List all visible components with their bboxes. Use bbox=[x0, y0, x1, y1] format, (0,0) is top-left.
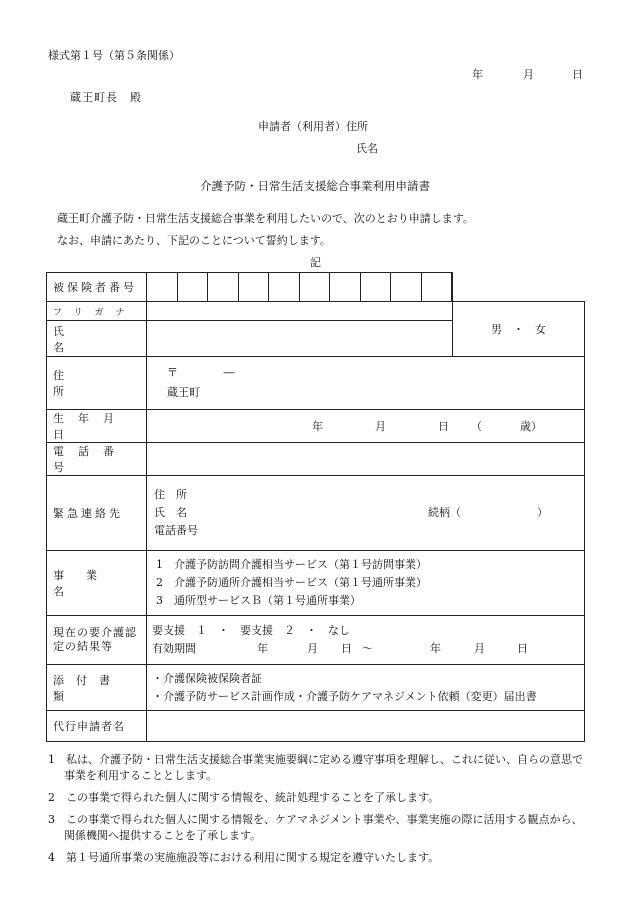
birth-label: 生年月日 bbox=[47, 410, 147, 443]
addressee: 蔵王町長 殿 bbox=[70, 91, 142, 104]
attach-item-2: ・介護予防サービス計画作成・介護予防ケアマネジメント依頼（変更）届出書 bbox=[152, 689, 537, 703]
address-field[interactable] bbox=[147, 357, 585, 410]
attach-label: 添付書類 bbox=[47, 665, 147, 711]
applicant-name-label: 氏名 bbox=[356, 142, 378, 155]
name-label: 氏名 bbox=[47, 321, 147, 357]
care-label: 現在の要介護認定の結果等 bbox=[47, 616, 147, 665]
postal-mark: 〒 bbox=[167, 366, 178, 379]
gender-options[interactable]: 男 ・ 女 bbox=[491, 323, 546, 336]
date-year: 年 bbox=[472, 68, 483, 81]
note-4: 4 第１号通所事業の実施施設等における利用に関する規定を遵守いたします。 bbox=[48, 851, 440, 864]
name-field[interactable] bbox=[147, 321, 453, 357]
birth-age: 歳） bbox=[520, 420, 542, 433]
care-day-2: 日 bbox=[517, 642, 528, 655]
gender-field[interactable] bbox=[453, 302, 585, 357]
insured-number-field[interactable] bbox=[147, 273, 453, 302]
care-validity-label: 有効期間 bbox=[152, 642, 196, 655]
business-item-2[interactable]: 2 介護予防通所介護相当サービス（第１号通所事業） bbox=[156, 576, 427, 589]
emergency-name: 氏 名 bbox=[154, 506, 187, 519]
date-month: 月 bbox=[523, 68, 534, 81]
furigana-field[interactable] bbox=[147, 302, 453, 321]
intro-line-1: 蔵王町介護予防・日常生活支援総合事業を利用したいので、次のとおり申請します。 bbox=[57, 212, 474, 225]
business-field[interactable] bbox=[147, 551, 585, 616]
blank-corner bbox=[453, 273, 585, 302]
business-item-1[interactable]: 1 介護予防訪問介護相当サービス（第１号訪問事業） bbox=[156, 558, 427, 571]
care-tilde: ～ bbox=[362, 642, 373, 655]
emergency-address: 住 所 bbox=[154, 488, 187, 501]
intro-line-2: なお、申請にあたり、下記のことについて誓約します。 bbox=[57, 234, 331, 247]
birth-day: 日 bbox=[438, 420, 449, 433]
business-label: 事業名 bbox=[47, 551, 147, 616]
care-year-1: 年 bbox=[257, 642, 268, 655]
emergency-relation: 続柄（ bbox=[428, 506, 461, 519]
postal-dash: ― bbox=[223, 366, 235, 379]
birth-month: 月 bbox=[375, 420, 386, 433]
attach-field bbox=[147, 665, 585, 711]
date-day: 日 bbox=[572, 68, 583, 81]
emergency-phone: 電話番号 bbox=[154, 524, 198, 537]
emergency-relation-close: ） bbox=[537, 506, 548, 519]
attach-item-1: ・介護保険被保険者証 bbox=[152, 671, 262, 685]
birth-paren-open: （ bbox=[471, 420, 482, 433]
emergency-field[interactable] bbox=[147, 476, 585, 551]
care-year-2: 年 bbox=[430, 642, 441, 655]
note-1: 1 私は、介護予防・日常生活支援総合事業実施要綱に定める遵守事項を理解し、これに従い、自らの意思で事業を利用することとします。 bbox=[48, 753, 583, 782]
insured-number-digits[interactable] bbox=[147, 273, 452, 301]
pledge-notes bbox=[48, 752, 584, 872]
care-month-2: 月 bbox=[474, 642, 485, 655]
emergency-label: 緊急連絡先 bbox=[47, 476, 147, 551]
applicant-address-label: 申請者（利用者）住所 bbox=[258, 120, 368, 133]
care-field[interactable] bbox=[147, 616, 585, 665]
application-form-table bbox=[46, 272, 585, 742]
birth-year: 年 bbox=[312, 420, 323, 433]
form-number: 様式第１号（第５条関係） bbox=[48, 49, 180, 62]
address-label: 住所 bbox=[47, 357, 147, 410]
care-level-options[interactable]: 要支援 １ ・ 要支援 ２ ・ なし bbox=[152, 624, 350, 637]
phone-label: 電話番号 bbox=[47, 443, 147, 476]
business-item-3[interactable]: 3 通所型サービスＢ（第１号通所事業） bbox=[156, 594, 361, 607]
town-name: 蔵王町 bbox=[167, 386, 200, 399]
phone-field[interactable] bbox=[147, 443, 585, 476]
note-3: 3 この事業で得られた個人に関する情報を、ケアマネジメント事業や、事業実施の際に活用する観点から、関係機関へ提供することを了承します。 bbox=[48, 813, 583, 842]
insured-number-label: 被保険者番号 bbox=[47, 273, 147, 302]
document-title: 介護予防・日常生活支援総合事業利用申請書 bbox=[200, 179, 430, 193]
care-day-1: 日 bbox=[341, 642, 352, 655]
care-month-1: 月 bbox=[307, 642, 318, 655]
note-2: 2 この事業で得られた個人に関する情報を、統計処理することを了承します。 bbox=[48, 791, 440, 804]
furigana-label: フリガナ bbox=[47, 302, 147, 321]
birth-field[interactable] bbox=[147, 410, 585, 443]
proxy-field[interactable] bbox=[147, 711, 585, 742]
proxy-label: 代行申請者名 bbox=[47, 711, 147, 742]
ki-mark: 記 bbox=[310, 256, 321, 269]
